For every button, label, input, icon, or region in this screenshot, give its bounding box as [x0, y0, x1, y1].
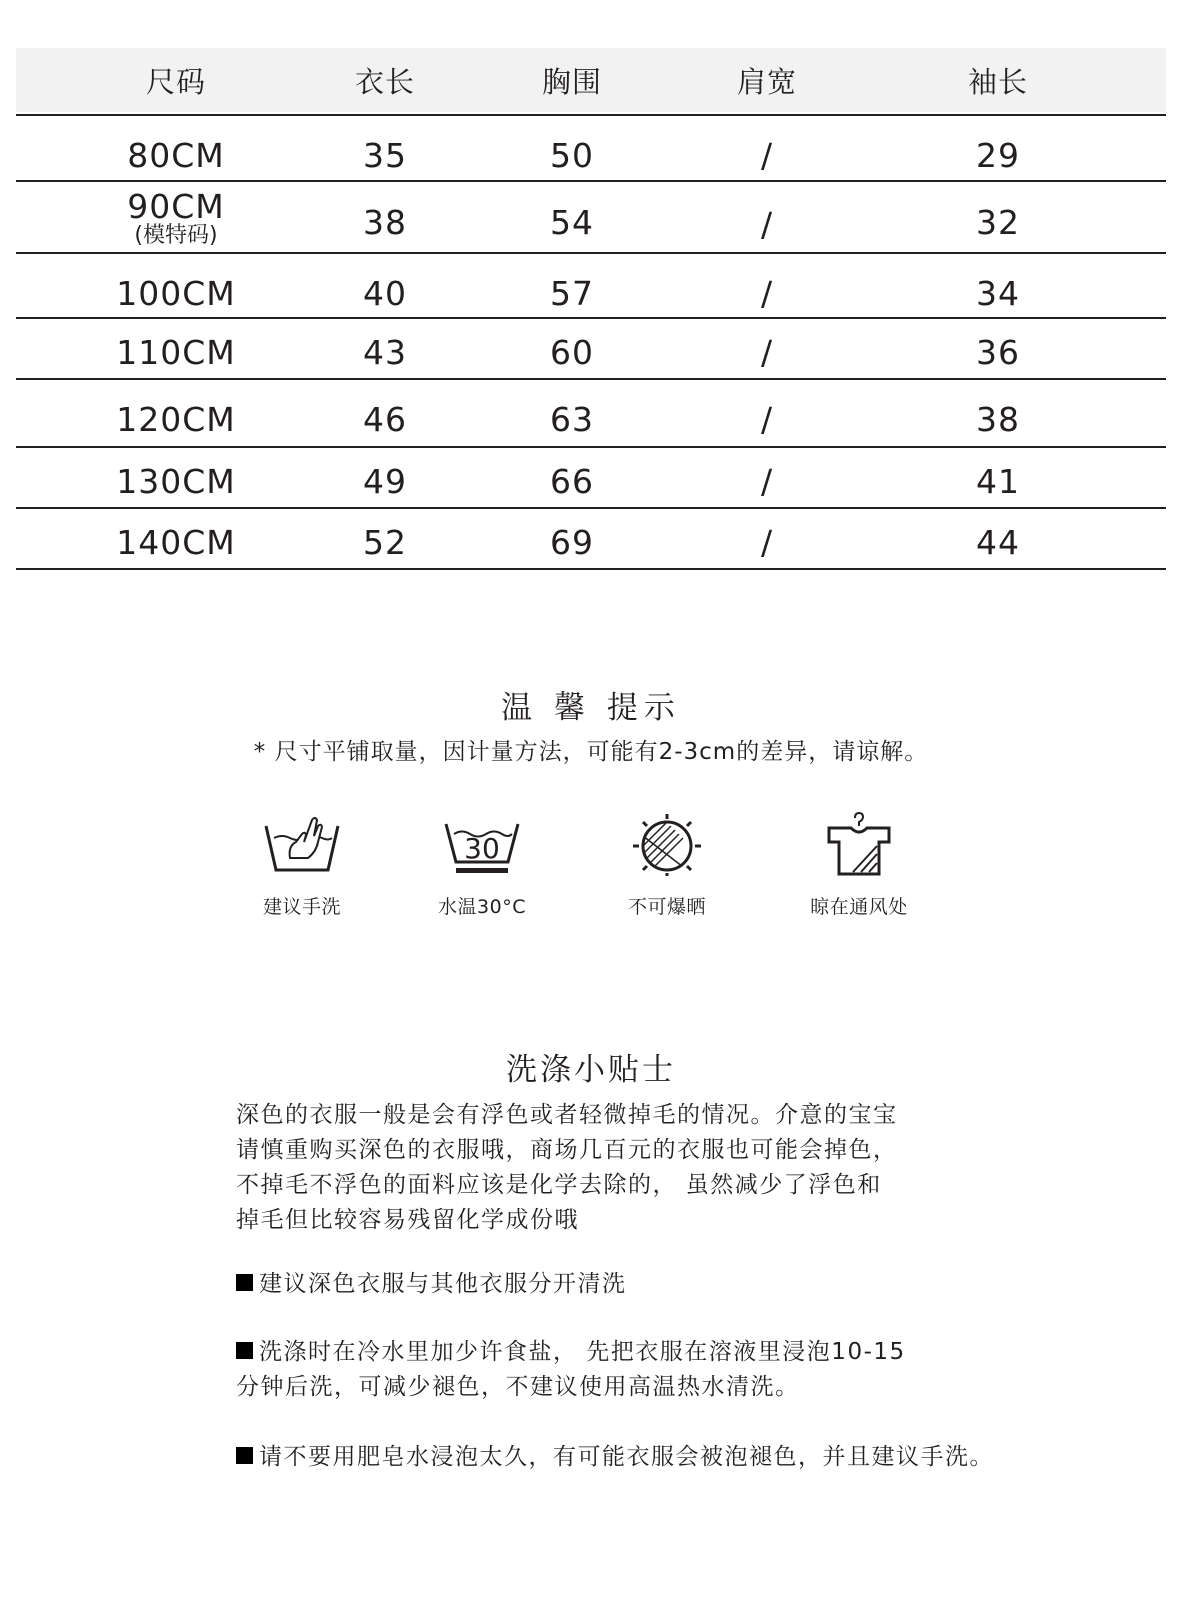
- size-table: [16, 48, 1166, 562]
- model-size-note: (模特码): [134, 223, 218, 248]
- sleeve-cell: 32: [976, 203, 1020, 242]
- hand-wash-icon: [262, 812, 342, 876]
- header-length: 衣长: [354, 65, 415, 99]
- care-item-hang-dry: [779, 812, 939, 919]
- wash-tips-title: 洗涤小贴士: [506, 1052, 676, 1088]
- tips-title: 温 馨 提示: [501, 690, 681, 726]
- sleeve-cell: 36: [976, 333, 1020, 372]
- length-cell: 52: [363, 523, 407, 562]
- bullet-line: [236, 1335, 906, 1370]
- sleeve-cell: 34: [976, 274, 1020, 313]
- sleeve-cell: 29: [976, 136, 1020, 175]
- size-cell: 120CM: [116, 400, 236, 439]
- shoulder-cell: /: [760, 400, 774, 439]
- intro-line: 不掉毛不浮色的面料应该是化学去除的， 虽然减少了浮色和: [236, 1172, 882, 1198]
- table-divider: [16, 114, 1166, 116]
- measurement-note: * 尺寸平铺取量，因计量方法，可能有2-3cm的差异，请谅解。: [253, 739, 929, 765]
- chest-cell: 50: [550, 136, 594, 175]
- shoulder-cell: /: [760, 333, 774, 372]
- table-header: [16, 48, 1166, 112]
- chest-cell: 63: [550, 400, 594, 439]
- care-label: 建议手洗: [262, 896, 341, 918]
- table-divider: [16, 180, 1166, 182]
- length-cell: 40: [363, 274, 407, 313]
- hang-dry-shade-icon: [819, 812, 899, 876]
- care-item-no-sun: [587, 812, 747, 919]
- header-chest: 胸围: [541, 65, 602, 99]
- sleeve-cell: 41: [976, 462, 1020, 501]
- chest-cell: 54: [550, 203, 594, 242]
- table-divider: [16, 446, 1166, 448]
- care-label: 不可爆晒: [627, 896, 706, 918]
- table-divider: [16, 317, 1166, 319]
- sleeve-cell: 44: [976, 523, 1020, 562]
- bullet-text: 请不要用肥皂水浸泡太久，有可能衣服会被泡褪色，并且建议手洗。: [259, 1444, 994, 1470]
- care-label: 水温30°C: [438, 896, 526, 918]
- intro-line: 掉毛但比较容易残留化学成份哦: [236, 1207, 579, 1233]
- chest-cell: 60: [550, 333, 594, 372]
- length-cell: 46: [363, 400, 407, 439]
- size-cell: 100CM: [116, 274, 236, 313]
- length-cell: 49: [363, 462, 407, 501]
- size-cell: 110CM: [116, 333, 236, 372]
- length-cell: 35: [363, 136, 407, 175]
- wash-30-icon: [442, 812, 522, 876]
- no-sun-icon: [627, 812, 707, 876]
- wash-tip-bullet-3: [236, 1440, 994, 1475]
- table-divider: [16, 507, 1166, 509]
- bullet-text: 建议深色衣服与其他衣服分开清洗: [259, 1271, 627, 1297]
- bullet-text: 洗涤时在冷水里加少许食盐， 先把衣服在溶液里浸泡10-15: [259, 1339, 906, 1365]
- intro-line: 请慎重购买深色的衣服哦，商场几百元的衣服也可能会掉色，: [236, 1137, 898, 1163]
- shoulder-cell: /: [760, 205, 774, 244]
- care-item-wash-30: [402, 812, 562, 919]
- shoulder-cell: /: [760, 274, 774, 313]
- care-item-hand-wash: [222, 812, 382, 919]
- length-cell: 43: [363, 333, 407, 372]
- size-cell: 140CM: [116, 523, 236, 562]
- length-cell: 38: [363, 203, 407, 242]
- shoulder-cell: /: [760, 136, 774, 175]
- wash-temp-text: 30: [464, 832, 500, 865]
- wash-tip-bullet-1: [236, 1267, 627, 1302]
- table-divider: [16, 252, 1166, 254]
- header-shoulder: 肩宽: [736, 65, 797, 99]
- size-value: 90CM: [127, 187, 225, 226]
- wash-tips-intro: [236, 1098, 898, 1238]
- sleeve-cell: 38: [976, 400, 1020, 439]
- care-label: 晾在通风处: [810, 896, 908, 918]
- header-size: 尺码: [145, 65, 206, 99]
- chest-cell: 69: [550, 523, 594, 562]
- size-cell: [76, 187, 276, 248]
- shoulder-cell: /: [760, 523, 774, 562]
- header-sleeve: 袖长: [967, 65, 1028, 99]
- intro-line: 深色的衣服一般是会有浮色或者轻微掉毛的情况。介意的宝宝: [236, 1102, 898, 1128]
- shoulder-cell: /: [760, 462, 774, 501]
- table-divider: [16, 378, 1166, 380]
- bullet-line: 分钟后洗，可减少褪色，不建议使用高温热水清洗。: [236, 1374, 800, 1400]
- size-cell: 130CM: [116, 462, 236, 501]
- table-divider: [16, 568, 1166, 570]
- size-cell: 80CM: [127, 136, 225, 175]
- wash-tip-bullet-2: [236, 1335, 906, 1405]
- chest-cell: 66: [550, 462, 594, 501]
- chest-cell: 57: [550, 274, 594, 313]
